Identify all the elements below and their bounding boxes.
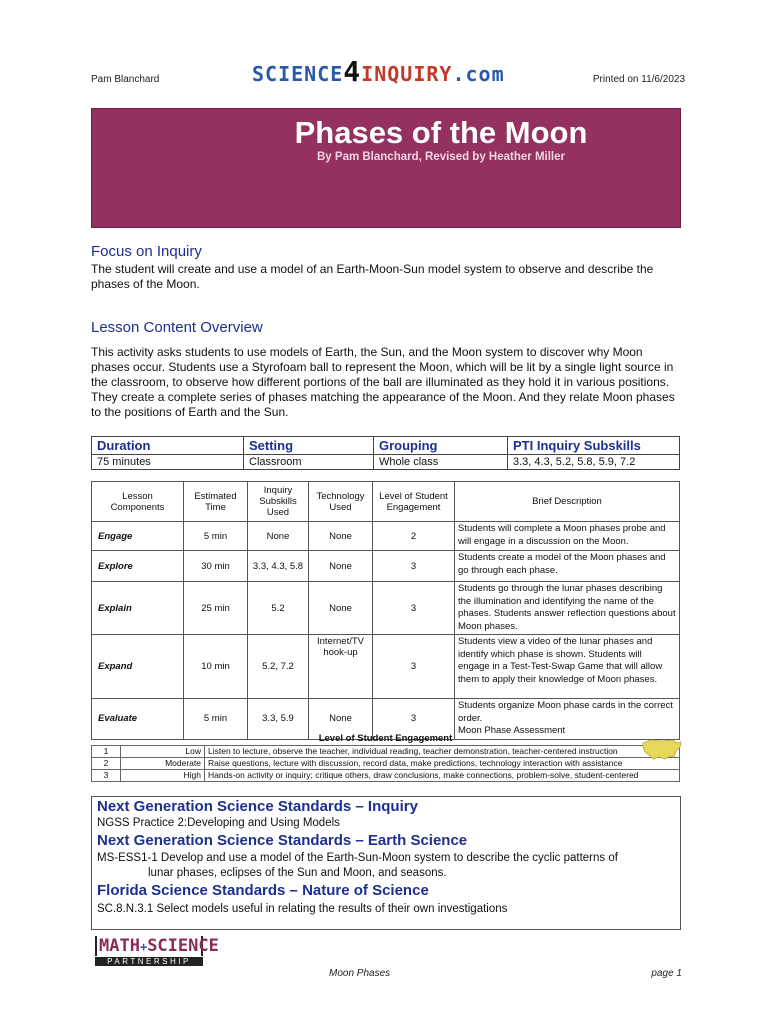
level-number: 2 [92, 758, 121, 770]
table-row [92, 746, 680, 758]
title-banner [91, 108, 681, 228]
footer-title: Moon Phases [329, 968, 391, 979]
level-cell: 3 [373, 551, 455, 582]
time-cell: 30 min [184, 551, 248, 582]
level-description: Raise questions, lecture with discussion, record data, make predictions, technology interaction with assistance [205, 758, 680, 770]
page-title: Phases of the Moon [294, 115, 588, 150]
col-engagement: Level of Student Engagement [373, 482, 455, 522]
subskills-header: PTI Inquiry Subskills [508, 437, 680, 455]
col-time: Estimated Time [184, 482, 248, 522]
byline: By Pam Blanchard, Revised by Heather Miller [317, 151, 565, 163]
table-row [92, 551, 680, 582]
level-name: High [121, 770, 205, 782]
logo-four: 4 [343, 55, 362, 88]
level-number: 3 [92, 770, 121, 782]
standard-text: MS-ESS1-1 Develop and use a model of the Earth-Sun-Moon system to describe the cyclic patterns of [97, 852, 618, 864]
time-cell: 5 min [184, 699, 248, 740]
description-cell: Students create a model of the Moon phases and go through each phase. [455, 551, 680, 582]
phase-cell: Explore [92, 551, 184, 582]
logo-dotcom: .com [452, 62, 505, 86]
level-cell: 3 [373, 582, 455, 635]
level-cell: 3 [373, 699, 455, 740]
level-name: Moderate [121, 758, 205, 770]
standard-text-continued: lunar phases, eclipses of the Sun and Moon, and seasons. [148, 867, 447, 879]
lesson-table [91, 481, 680, 740]
subskills-cell: 3.3, 4.3, 5.8 [248, 551, 309, 582]
focus-heading: Focus on Inquiry [91, 243, 202, 260]
level-number: 1 [92, 746, 121, 758]
phase-cell: Evaluate [92, 699, 184, 740]
us-map-icon [641, 737, 683, 763]
tech-cell: None [309, 551, 373, 582]
standard-text: SC.8.N.3.1 Select models useful in relating the results of their own investigations [97, 903, 508, 915]
standard-heading: Next Generation Science Standards – Inquiry [97, 798, 418, 815]
duration-value: 75 minutes [92, 455, 244, 470]
col-components: Lesson Components [92, 482, 184, 522]
setting-value: Classroom [244, 455, 374, 470]
standard-heading: Florida Science Standards – Nature of Science [97, 882, 429, 899]
standard-heading: Next Generation Science Standards – Earth Science [97, 832, 468, 849]
focus-text: The student will create and use a model of an Earth-Moon-Sun model system to observe and describe the phases of the Moon. [91, 262, 654, 291]
standard-text: NGSS Practice 2:Developing and Using Models [97, 817, 340, 829]
logo-science: SCIENCE [252, 62, 344, 86]
level-cell: 2 [373, 522, 455, 551]
tech-cell: None [309, 582, 373, 635]
engagement-title: Level of Student Engagement [318, 733, 453, 744]
summary-table [91, 436, 680, 470]
engagement-table [91, 745, 680, 782]
science4inquiry-logo [252, 55, 505, 88]
overview-heading: Lesson Content Overview [91, 319, 263, 336]
logo-partnership: PARTNERSHIP [95, 957, 203, 966]
phase-cell: Engage [92, 522, 184, 551]
subskills-cell: None [248, 522, 309, 551]
level-name: Low [121, 746, 205, 758]
printed-date: Printed on 11/6/2023 [592, 74, 685, 85]
col-description: Brief Description [455, 482, 680, 522]
logo-plus: + [139, 940, 148, 954]
grouping-header: Grouping [374, 437, 508, 455]
phase-cell: Explain [92, 582, 184, 635]
time-cell: 25 min [184, 582, 248, 635]
logo-science: SCIENCE [147, 936, 219, 956]
subskills-cell: 5.2, 7.2 [248, 635, 309, 699]
tech-cell: None [309, 522, 373, 551]
logo-math: MATH [99, 936, 140, 956]
table-row [92, 582, 680, 635]
overview-text: This activity asks students to use models of Earth, the Sun, and the Moon system to discover why Moon phases occur. Students use a Styrofoam ball to represent the Moon, which will be lit by a single light source in the classroom, to observe how different portions of the ball are illuminated as they hold it in various positions. They create a complete series of phases matching the appearance of the Moon. And they relate Moon phases to the positions of Earth and the Sun. [91, 345, 675, 419]
standards-box [91, 796, 681, 930]
duration-header: Duration [92, 437, 244, 455]
logo-inquiry: INQUIRY [361, 62, 453, 86]
table-row [92, 522, 680, 551]
description-cell: Students will complete a Moon phases probe and will engage in a discussion on the Moon. [455, 522, 680, 551]
tech-cell: None [309, 699, 373, 740]
table-row [92, 635, 680, 699]
grouping-value: Whole class [374, 455, 508, 470]
table-row [92, 770, 680, 782]
level-cell: 3 [373, 635, 455, 699]
subskills-value: 3.3, 4.3, 5.2, 5.8, 5.9, 7.2 [508, 455, 680, 470]
setting-header: Setting [244, 437, 374, 455]
table-row [92, 758, 680, 770]
math-science-partnership-logo [95, 936, 219, 966]
time-cell: 10 min [184, 635, 248, 699]
level-description: Listen to lecture, observe the teacher, individual reading, teacher demonstration, teacher-centered instruction [205, 746, 680, 758]
author-name: Pam Blanchard [91, 74, 160, 85]
description-cell: Students view a video of the lunar phases and identify which phase is shown. Students will engage in a Test-Test-Swap Game that will allow them to apply their knowledge of Moon phases. [455, 635, 680, 699]
description-cell: Students go through the lunar phases describing the illumination and identifying the name of the phases. Students answer reflection questions about Moon phases. [455, 582, 680, 635]
level-description: Hands-on activity or inquiry; critique others, draw conclusions, make connections, problem-solve, student-centered [205, 770, 680, 782]
page-number: page 1 [651, 968, 682, 979]
tech-cell: Internet/TV hook-up [309, 635, 373, 699]
col-technology: Technology Used [309, 482, 373, 522]
phase-cell: Expand [92, 635, 184, 699]
description-cell: Students organize Moon phase cards in the correct order. Moon Phase Assessment [455, 699, 680, 740]
time-cell: 5 min [184, 522, 248, 551]
subskills-cell: 5.2 [248, 582, 309, 635]
subskills-cell: 3.3, 5.9 [248, 699, 309, 740]
col-subskills: Inquiry Subskills Used [248, 482, 309, 522]
